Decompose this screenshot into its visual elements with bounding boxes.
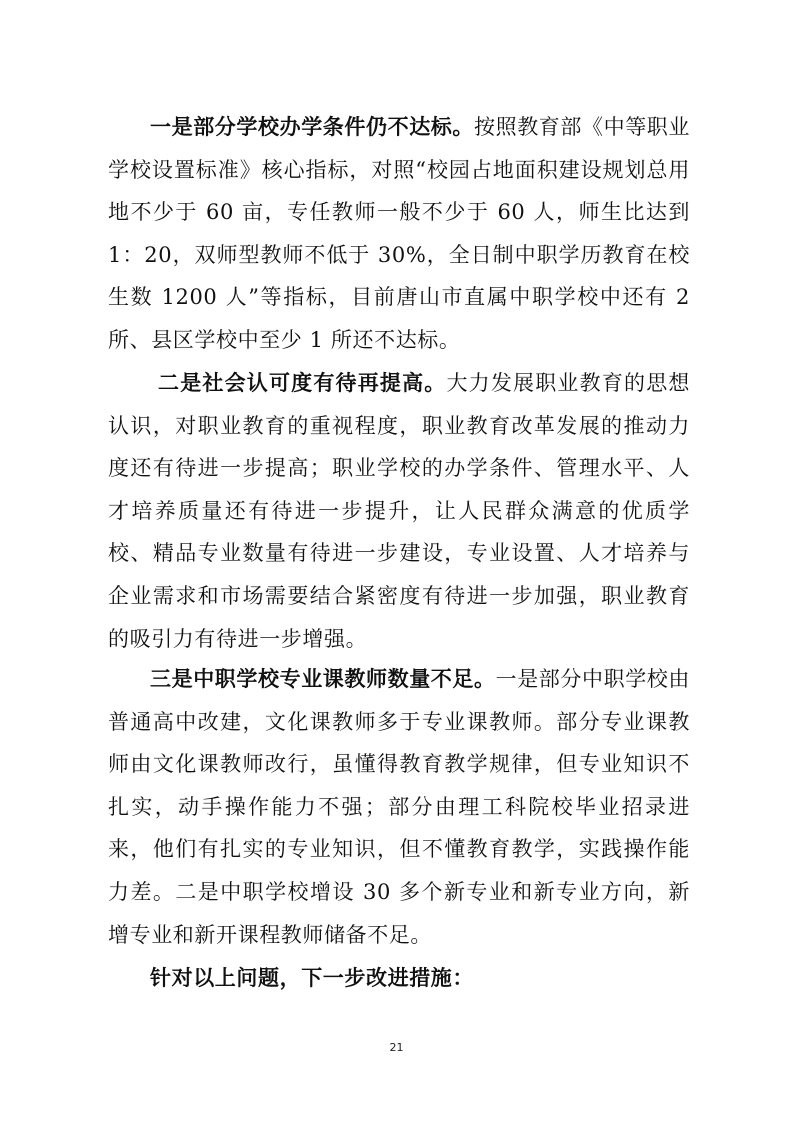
paragraph-teacher-shortage [108,658,690,956]
paragraph-substandard-schools [108,106,690,362]
paragraph-next-steps [108,957,690,1000]
paragraph-text: 一是部分中职学校由普通高中改建，文化课教师多于专业课教师。部分专业课教师由文化课教师改行，虽懂得教育教学规律，但专业知识不扎实，动手操作能力不强；部分由理工科院校毕业招录进来，他们有扎实的专业知识，但不懂教育教学，实践操作能力差。二是中职学校增设 30 多个新专业和新专业方向，新增专业和新开课程教师储备不足。 [108,667,691,947]
paragraph-heading: 二是社会认可度有待再提高。 [158,370,447,395]
page-number: 21 [389,1041,404,1054]
paragraph-heading: 一是部分学校办学条件仍不达标。 [150,114,474,139]
paragraph-text: 按照教育部《中等职业学校设置标准》核心指标，对照“校园占地面积建设规划总用地不少于 60 亩，专任教师一般不少于 60 人，师生比达到 1：20，双师型教师不低于 30%，全日制中职学历教育在校生数 1200 人”等指标，目前唐山市直属中职学校中还有 2 所、县区学校中至少 1 所还不达标。 [108,115,690,352]
paragraph-social-recognition [108,362,690,660]
paragraph-text: 大力发展职业教育的思想认识，对职业教育的重视程度，职业教育改革发展的推动力度还有待进一步提高；职业学校的办学条件、管理水平、人才培养质量还有待进一步提升，让人民群众满意的优质学校、精品专业数量有待进一步建设，专业设置、人才培养与企业需求和市场需要结合紧密度有待进一步加强，职业教育的吸引力有待进一步增强。 [108,371,690,651]
paragraph-heading: 针对以上问题，下一步改进措施： [150,965,474,990]
paragraph-heading: 三是中职学校专业课教师数量不足。 [150,666,496,691]
